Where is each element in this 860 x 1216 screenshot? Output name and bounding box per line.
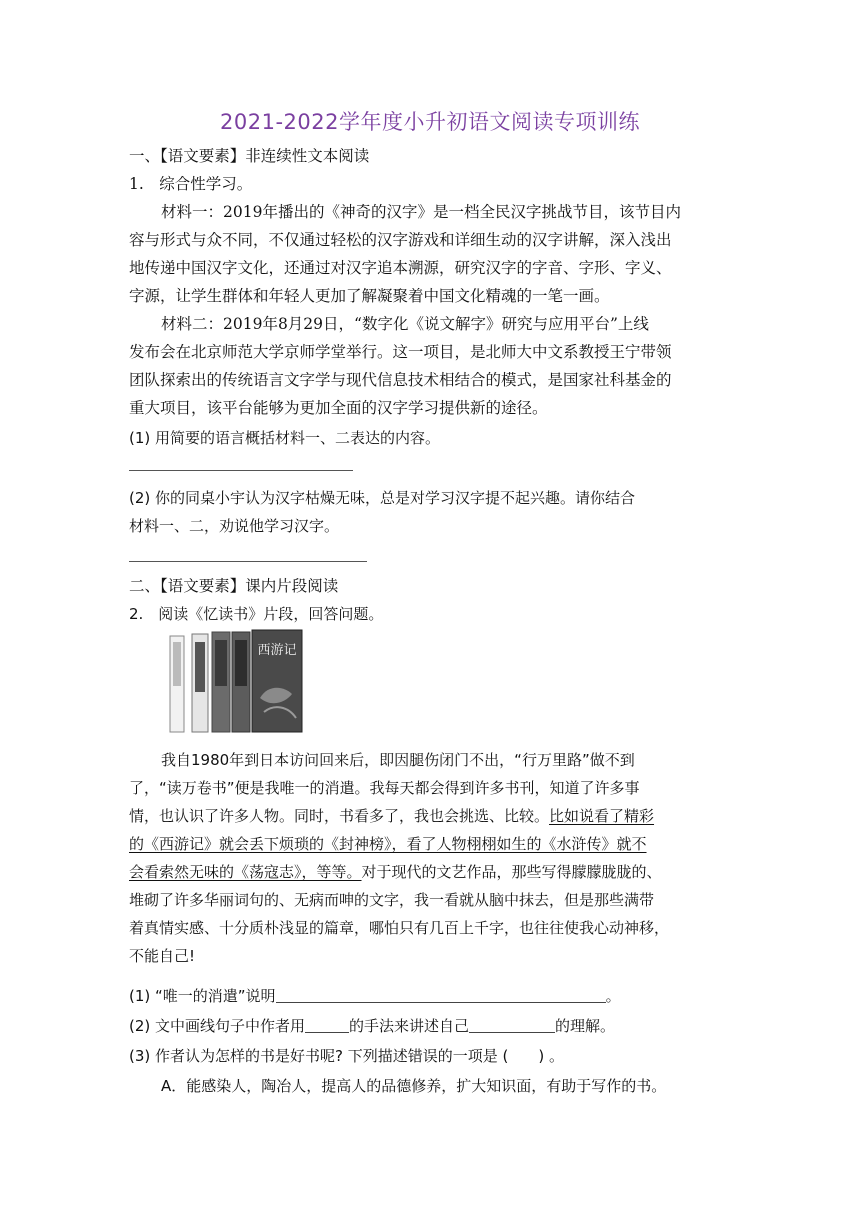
answer-line-1[interactable] [129, 470, 353, 471]
answer-blank[interactable] [469, 1016, 555, 1033]
material2-line: 材料二：2019年8月29日，“数字化《说文解字》研究与应用平台”上线 [161, 315, 649, 333]
question-text: 的手法来讲述自己 [349, 1017, 470, 1035]
option-a[interactable]: A．能感染人，陶冶人，提高人的品德修养，扩大知识面，有助于写作的书。 [161, 1077, 667, 1095]
question-text: (2) 文中画线句子中作者用 [129, 1017, 306, 1035]
subquestion-1: (1) 用简要的语言概括材料一、二表达的内容。 [129, 429, 441, 447]
passage-line: 着真情实感、十分质朴浅显的篇章，哪怕只有几百上千字，也往往使我心动神移， [129, 919, 670, 937]
material2-line: 团队探索出的传统语言文字学与现代信息技术相结合的模式，是国家社科基金的 [129, 371, 672, 389]
passage-line: 我自1980年到日本访问回来后，即因腿伤闭门不出，“行万里路”做不到 [161, 751, 635, 769]
passage-line [129, 804, 654, 828]
passage-line [129, 860, 662, 884]
subquestion-2-1 [129, 984, 621, 1008]
question-text: 的理解。 [555, 1017, 616, 1035]
passage-line: 不能自己! [129, 947, 196, 965]
passage-text: 对于现代的文艺作品，那些写得朦朦胧胧的、 [361, 863, 662, 881]
section2-heading: 二、【语文要素】课内片段阅读 [129, 577, 339, 595]
question-text: (1) “唯一的消遣”说明 [129, 987, 276, 1005]
answer-blank[interactable] [276, 986, 606, 1003]
page-title: 2021-2022学年度小升初语文阅读专项训练 [220, 110, 640, 134]
question2-label: 2. 阅读《忆读书》片段，回答问题。 [129, 605, 384, 623]
subquestion-2-2 [129, 1014, 615, 1038]
material1-line: 材料一：2019年播出的《神奇的汉字》是一档全民汉字挑战节目，该节目内 [161, 203, 681, 221]
subquestion-2-line1: (2) 你的同桌小宇认为汉字枯燥无味，总是对学习汉字提不起兴趣。请你结合 [129, 489, 636, 507]
material2-line: 发布会在北京师范大学京师学堂举行。这一项目，是北师大中文系教授王宁带领 [129, 343, 672, 361]
passage-line: 了，“读万卷书”便是我唯一的消遣。我每天都会得到许多书刊，知道了许多事 [129, 779, 640, 797]
material1-line: 字源，让学生群体和年轻人更加了解凝聚着中国文化精魂的一笔一画。 [129, 287, 610, 305]
answer-blank[interactable] [305, 1016, 349, 1033]
book-set-image [164, 628, 304, 734]
question1-label: 1. 综合性学习。 [129, 175, 253, 193]
underlined-sentence: 会看索然无味的《荡寇志》，等等。 [129, 863, 362, 881]
book-cover-title: 西游记 [257, 643, 297, 658]
passage-text: 情，也认识了许多人物。同时，书看多了，我也会挑选、比较。 [129, 807, 550, 825]
material2-line: 重大项目，该平台能够为更加全面的汉字学习提供新的途径。 [129, 399, 548, 417]
section1-heading: 一、【语文要素】非连续性文本阅读 [129, 147, 370, 165]
underlined-sentence: 的《西游记》就会丢下烦琐的《封神榜》，看了人物栩栩如生的《水浒传》就不 [129, 835, 647, 853]
subquestion-2-3: (3) 作者认为怎样的书是好书呢? 下列描述错误的一项是 ( ) 。 [129, 1047, 564, 1065]
passage-line: 堆砌了许多华丽词句的、无病而呻的文字，我一看就从脑中抹去，但是那些满带 [129, 891, 655, 909]
underlined-sentence: 比如说看了精彩 [549, 807, 655, 825]
question-text: 。 [605, 987, 621, 1005]
material1-line: 地传递中国汉字文化，还通过对汉字追本溯源，研究汉字的字音、字形、字义、 [129, 259, 672, 277]
subquestion-2-line2: 材料一、二，劝说他学习汉字。 [129, 517, 340, 535]
answer-line-2[interactable] [129, 561, 367, 562]
material1-line: 容与形式与众不同，不仅通过轻松的汉字游戏和详细生动的汉字讲解，深入浅出 [129, 231, 672, 249]
